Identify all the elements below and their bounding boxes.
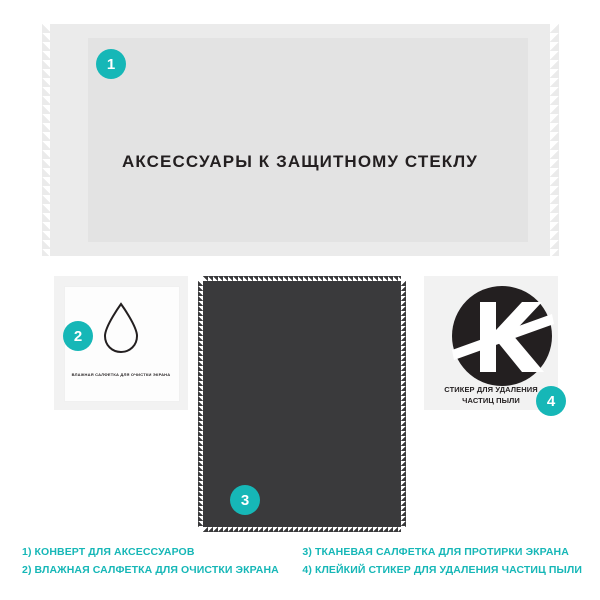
legend-item-4: 4) КЛЕЙКИЙ СТИКЕР ДЛЯ УДАЛЕНИЯ ЧАСТИЦ ПЫЛИ	[302, 564, 582, 576]
legend-item-2: 2) ВЛАЖНАЯ САЛФЕТКА ДЛЯ ОЧИСТКИ ЭКРАНА	[22, 564, 279, 576]
badge-4: 4	[536, 386, 566, 416]
cloth-bottom-edge	[203, 527, 401, 532]
badge-3: 3	[230, 485, 260, 515]
badge-2: 2	[63, 321, 93, 351]
dust-removal-sticker	[424, 276, 558, 410]
legend-column-left	[22, 543, 280, 579]
legend-column-right	[280, 543, 582, 579]
wet-wipe-caption: ВЛАЖНАЯ САЛФЕТКА ДЛЯ ОЧИСТКИ ЭКРАНА	[71, 372, 171, 377]
sticker-caption-line-1: СТИКЕР ДЛЯ УДАЛЕНИЯ	[444, 385, 538, 394]
envelope-inner-panel	[88, 38, 528, 242]
envelope-title: АКСЕССУАРЫ К ЗАЩИТНОМУ СТЕКЛУ	[122, 152, 478, 171]
legend	[22, 543, 582, 579]
envelope-right-zigzag-edge	[550, 24, 559, 256]
letter-k-logo-icon	[450, 284, 554, 388]
sticker-caption	[432, 384, 550, 406]
cloth-right-edge	[401, 281, 406, 527]
badge-1: 1	[96, 49, 126, 79]
microfiber-cloth	[198, 276, 406, 532]
sticker-caption-line-2: ЧАСТИЦ ПЫЛИ	[462, 396, 520, 405]
water-drop-icon	[102, 302, 140, 354]
legend-item-3: 3) ТКАНЕВАЯ САЛФЕТКА ДЛЯ ПРОТИРКИ ЭКРАНА	[302, 546, 569, 558]
legend-item-1: 1) КОНВЕРТ ДЛЯ АКСЕССУАРОВ	[22, 546, 195, 558]
